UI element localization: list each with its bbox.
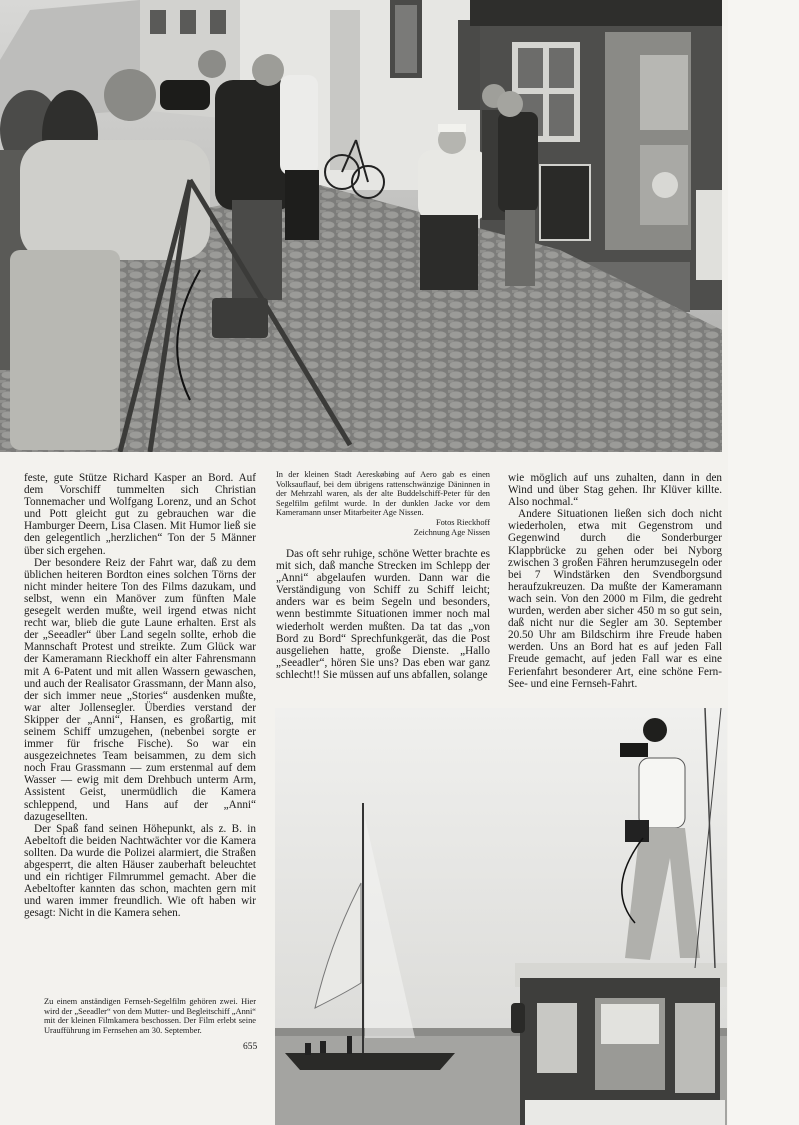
photo-caption-bottom <box>44 997 256 1035</box>
page-margin <box>728 0 799 1125</box>
bottom-photo <box>275 708 727 1125</box>
photo-credit: Fotos Rieckhoff <box>435 517 490 527</box>
paragraph: Andere Situationen ließen sich doch nicht wiederholen, etwa mit Gegenstrom und Gegenwind durch die Sonderburger Klappbrücke zu gehen oder bei Nyborg zwischen 3 großen Fähren herumzusegeln oder bei 7 Windstärken den Svendborgsund heraufzukreuzen. Da mußte der Kameramann wach sein. Von den 2000 m Film, die gedreht wurden, werden aber sicher 450 m so gut sein, daß nicht nur die Segler am 30. September 20.50 Uhr am Bildschirm ihre Freude haben werden. Uns an Bord hat es auf jeden Fall Freude gemacht, auf jeden Fall war es eine Ferienfahrt besonderer Art, eine schöne Fern-See- und eine Fernseh-Fahrt. <box>508 508 722 690</box>
page-number: 655 <box>243 1042 258 1052</box>
article-column-3 <box>508 472 722 690</box>
article-column-1 <box>24 472 256 919</box>
paragraph: Der besondere Reiz der Fahrt war, daß zu dem üblichen heiteren Bordton eines solchen Törns der nicht minder heitere Ton des Films dazukam, und selbst, wenn ein Manöver zum fünften Male gesegelt werden mußte, weil irgend etwas nicht recht war, blieb die gute Laune erhalten. Erst als der „Seeadler“ über Land segeln sollte, erhob die Mannschaft Protest und streikte. Zum Glück war der Kameramann Rieckhoff ein alter Fahrensmann mit A 6-Patent und mit allen Wassern gewaschen, und auch der Realisator Grassmann, der Mann also, der sich immer neue „Stories“ ausdenken mußte, war alter Jollensegler. Überdies verstand der Skipper der „Anni“, Hansen, es großartig, mit seinem Schiff umzugehen, (nebenbei sorgte er immer für frische Fische). So war ein ausgezeichnetes Team beisammen, zu dem sich noch Frau Grassmann — zum erstenmal auf dem Wasser — ewig mit dem Drehbuch unterm Arm, Assistent Geist, unermüdlich die Kamera schleppend, und Hans auf der „Anni“ dazugesellten. <box>24 556 256 823</box>
top-photo <box>0 0 722 452</box>
paragraph: Der Spaß fand seinen Höhepunkt, als z. B. in Aebeltoft die beiden Nachtwächter vor die Kamera sollten. Da wurde die Polizei alarmiert, die Straßen abgesperrt, die alten Häuser zauberhaft beleuchtet und ein richtiger Filmrummel gemacht. Aber die Aebeltofter kannten das schon, machten gern mit und waren immer freundlich. Wie oft haben wir gesagt: Nicht in die Kamera sehen. <box>24 822 256 920</box>
article-column-2 <box>276 548 490 681</box>
paragraph: wie möglich auf uns zuhalten, dann in den Wind und über Stag gehen. Ihr Klüver killte. Also nochmal.“ <box>508 472 722 509</box>
caption-text: Zu einem anständigen Fernseh-Segelfilm gehören zwei. Hier wird der „Seeadler“ von dem Mutter- und Begleitschiff „Anni“ mit der kleinen Filmkamera beschossen. Der Film erlebt seine Uraufführung im Fernsehen am 30. September. <box>44 997 256 1035</box>
paragraph: Das oft sehr ruhige, schöne Wetter brachte es mit sich, daß manche Strecken im Schlepp der „Anni“ abgelaufen wurden. Dann war die Verständigung von Schiff zu Schiff leicht; anders war es beim Segeln und besonders, wenn bestimmte Situationen immer noch mal wiederholt werden mußten. Da tat das „von Bord zu Bord“ Sprechfunkgerät, das die Post ausgeliehen hatte, große Dienste. „Hallo „Seeadler“, hören Sie uns? Das eben war ganz schlecht!! Sie müssen auf uns abfallen, solange <box>276 548 490 681</box>
drawing-credit: Zeichnung Age Nissen <box>413 527 490 537</box>
photo-caption-top <box>276 470 490 537</box>
film-crew-street-image <box>0 0 722 452</box>
caption-text: In der kleinen Stadt Aereskøbing auf Aero gab es einen Volksauflauf, bei dem übrigens rattenschwänzige Däninnen in der Mehrzahl waren, als der alte Buddelschiff-Peter für den Segelfilm gefilmt wurde. In der dunklen Jacke vor dem Kameramann unser Mitarbeiter Age Nissen. <box>276 470 490 518</box>
paragraph: feste, gute Stütze Richard Kasper an Bord. Auf dem Vorschiff tummelten sich Christian Tonnemacher und Wolfgang Lorenz, und an Schot und Pott gleicht gut zu gebrauchen war die Hamburger Deern, Lisa Clasen. Mit Humor ließ sie den gelegentlich „herzlichen“ Ton der 5 Männer über sich ergehen. <box>24 472 256 557</box>
sailboat-and-cameraman-image <box>275 708 727 1125</box>
